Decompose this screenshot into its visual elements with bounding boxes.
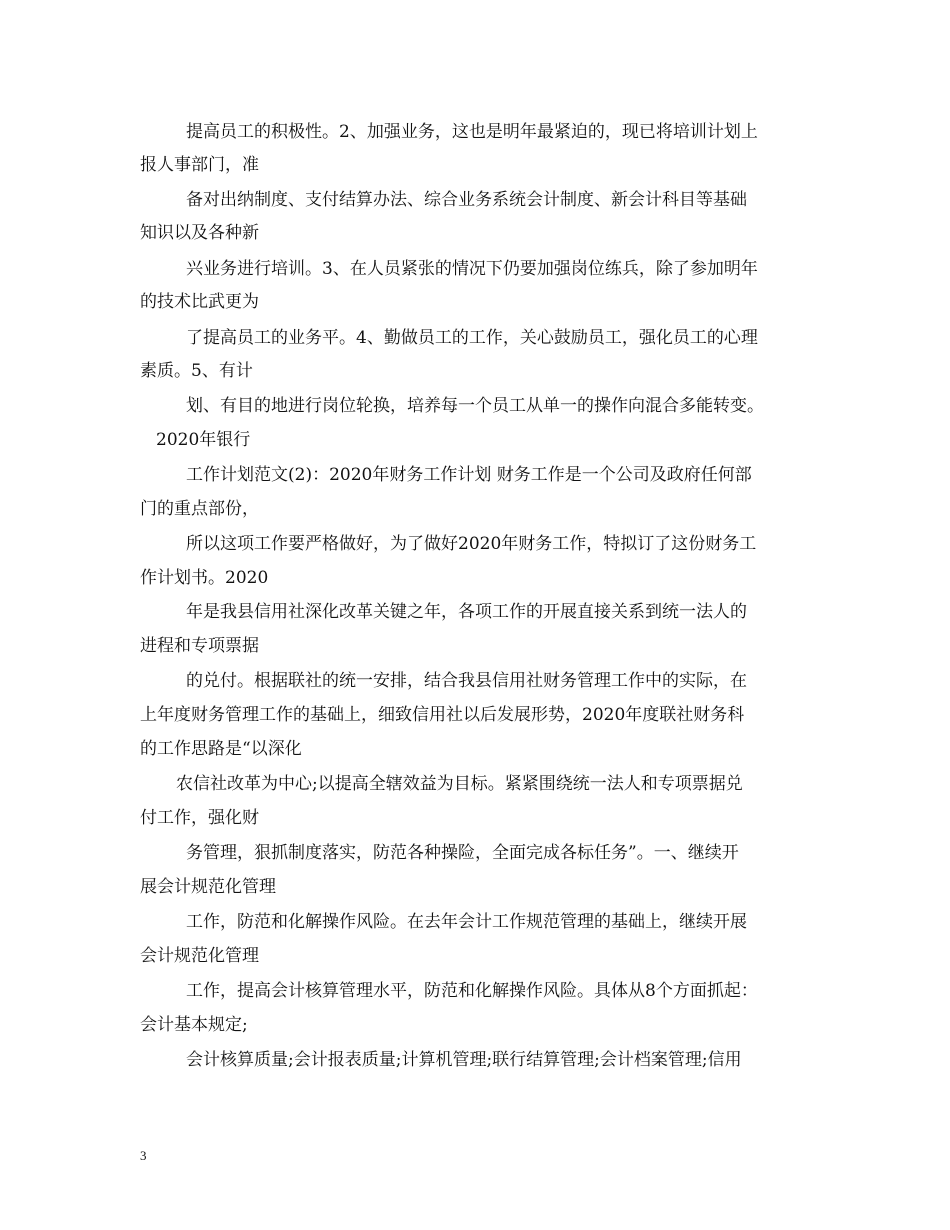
text-line: 会计核算质量;会计报表质量;计算机管理;联行结算管理;会计档案管理;信用 <box>186 1050 742 1070</box>
text-line: 上年度财务管理工作的基础上，细致信用社以后发展形势，2020年度联社财务科 <box>140 705 745 725</box>
text-line: 作计划书。2020 <box>140 568 269 588</box>
text-line: 付工作，强化财 <box>140 808 259 828</box>
text-line: 年是我县信用社深化改革关键之年，各项工作的开展直接关系到统一法人的 <box>186 602 747 622</box>
text-line: 会计基本规定; <box>140 1015 248 1035</box>
text-line: 的技术比武更为 <box>140 292 259 312</box>
text-line: 务管理，狠抓制度落实，防范各种操险，全面完成各标任务”。一、继续开 <box>186 843 739 863</box>
page-number: 3 <box>140 1148 147 1163</box>
text-line: 2020年银行 <box>156 430 251 450</box>
text-line: 了提高员工的业务平。4、勤做员工的工作，关心鼓励员工，强化员工的心理 <box>186 328 758 348</box>
text-line: 会计规范化管理 <box>140 946 259 966</box>
text-line: 的兑付。根据联社的统一安排，结合我县信用社财务管理工作中的实际，在 <box>186 671 747 691</box>
text-line: 农信社改革为中心;以提高全辖效益为目标。紧紧围绕统一法人和专项票据兑 <box>176 774 743 794</box>
text-line: 工作计划范文(2)：2020年财务工作计划 财务工作是一个公司及政府任何部 <box>186 465 752 485</box>
text-line: 知识以及各种新 <box>140 223 259 243</box>
text-line: 划、有目的地进行岗位轮换，培养每一个员工从单一的操作向混合多能转变。 <box>186 396 764 416</box>
text-line: 报人事部门，准 <box>140 155 259 175</box>
text-line: 展会计规范化管理 <box>140 877 276 897</box>
text-line: 素质。5、有计 <box>140 361 253 381</box>
text-line: 工作，防范和化解操作风险。在去年会计工作规范管理的基础上，继续开展 <box>186 912 747 932</box>
text-line: 所以这项工作要严格做好，为了做好2020年财务工作，特拟订了这份财务工 <box>186 534 757 554</box>
text-line: 的工作思路是“以深化 <box>140 739 302 759</box>
text-line: 备对出纳制度、支付结算办法、综合业务系统会计制度、新会计科目等基础 <box>186 190 747 210</box>
text-line: 门的重点部份， <box>140 499 259 519</box>
text-line: 兴业务进行培训。3、在人员紧张的情况下仍要加强岗位练兵，除了参加明年 <box>186 259 758 279</box>
text-line: 提高员工的积极性。2、加强业务，这也是明年最紧迫的，现已将培训计划上 <box>186 122 758 142</box>
text-line: 工作，提高会计核算管理水平，防范和化解操作风险。具体从8个方面抓起： <box>186 981 758 1001</box>
text-line: 进程和专项票据 <box>140 636 259 656</box>
